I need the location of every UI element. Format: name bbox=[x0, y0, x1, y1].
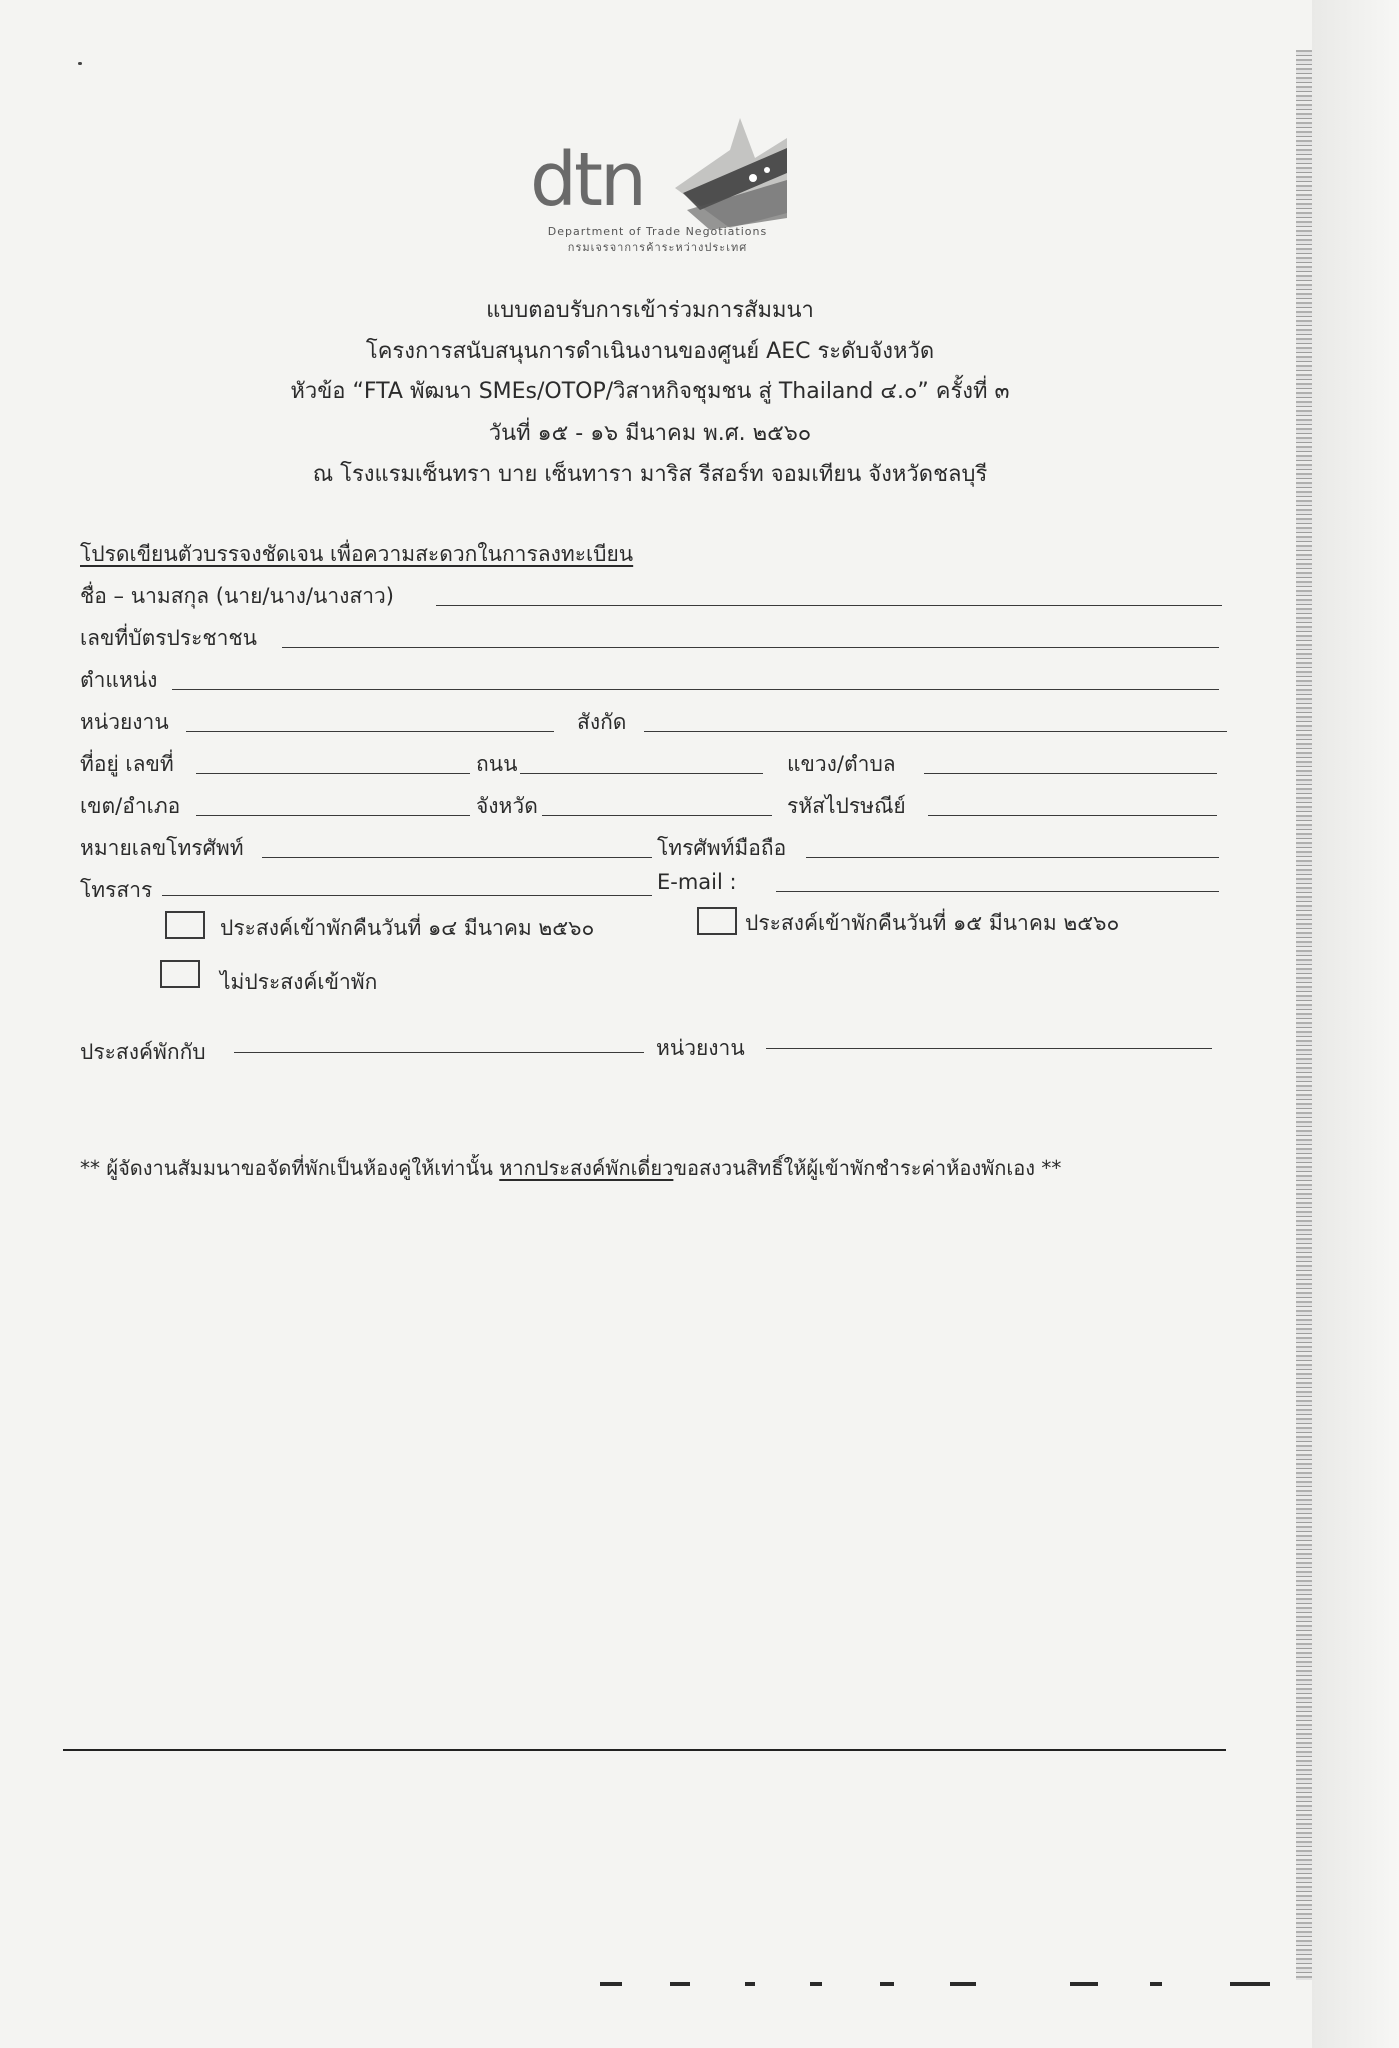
note-asterisks-open: ** bbox=[80, 1156, 100, 1180]
agency-field[interactable] bbox=[186, 731, 554, 732]
note-text-3: ขอสงวนสิทธิ์ให้ผู้เข้าพักชำระค่าห้องพักเอง bbox=[673, 1156, 1035, 1180]
cropped-mark bbox=[745, 1982, 755, 1986]
roommate-field[interactable] bbox=[234, 1052, 644, 1053]
stay-15-march-label: ประสงค์เข้าพักคืนวันที่ ๑๕ มีนาคม ๒๕๖๐ bbox=[745, 911, 1120, 935]
affiliation-field[interactable] bbox=[644, 731, 1227, 732]
scan-speck bbox=[78, 62, 82, 65]
stay-14-march-checkbox[interactable] bbox=[165, 911, 205, 939]
stay-14-march-label: ประสงค์เข้าพักคืนวันที่ ๑๔ มีนาคม ๒๕๖๐ bbox=[220, 916, 595, 940]
road-label: ถนน bbox=[476, 752, 518, 776]
roommate-agency-field[interactable] bbox=[766, 1048, 1212, 1049]
subdistrict-field[interactable] bbox=[924, 773, 1217, 774]
note-asterisks-close: ** bbox=[1041, 1156, 1062, 1180]
cropped-mark bbox=[670, 1982, 690, 1986]
cropped-mark bbox=[810, 1982, 822, 1986]
road-field[interactable] bbox=[520, 773, 763, 774]
position-field[interactable] bbox=[172, 689, 1219, 690]
phone-field[interactable] bbox=[262, 857, 652, 858]
postcode-label: รหัสไปรษณีย์ bbox=[787, 794, 906, 818]
roommate-agency-label: หน่วยงาน bbox=[656, 1036, 745, 1060]
accommodation-note bbox=[80, 1152, 1061, 1184]
province-field[interactable] bbox=[542, 815, 772, 816]
no-stay-checkbox[interactable] bbox=[160, 960, 200, 988]
address-label: ที่อยู่ เลขที่ bbox=[80, 752, 174, 776]
form-instruction: โปรดเขียนตัวบรรจงชัดเจน เพื่อความสะดวกในการลงทะเบียน bbox=[80, 542, 634, 566]
logo-caption-th: กรมเจรจาการค้าระหว่างประเทศ bbox=[567, 241, 748, 254]
subdistrict-label: แขวง/ตำบล bbox=[787, 752, 896, 776]
mobile-label: โทรศัพท์มือถือ bbox=[657, 836, 787, 860]
address-number-field[interactable] bbox=[196, 773, 470, 774]
name-label: ชื่อ – นามสกุล (นาย/นาง/นางสาว) bbox=[80, 584, 394, 608]
bottom-rule bbox=[63, 1749, 1226, 1751]
agency-label: หน่วยงาน bbox=[80, 710, 169, 734]
logo-caption bbox=[525, 224, 790, 256]
id-card-label: เลขที่บัตรประชาชน bbox=[80, 626, 258, 650]
cropped-mark bbox=[1150, 1982, 1162, 1986]
name-field[interactable] bbox=[436, 605, 1222, 606]
event-venue: ณ โรงแรมเซ็นทรา บาย เซ็นทารา มาริส รีสอร์ท จอมเทียน จังหวัดชลบุรี bbox=[312, 462, 988, 487]
email-field[interactable] bbox=[776, 891, 1219, 892]
logo-wordmark: dtn bbox=[530, 137, 644, 223]
district-label: เขต/อำเภอ bbox=[80, 794, 181, 818]
fax-field[interactable] bbox=[162, 895, 652, 896]
roommate-label: ประสงค์พักกับ bbox=[80, 1040, 206, 1064]
cropped-mark bbox=[1230, 1982, 1270, 1986]
phone-label: หมายเลขโทรศัพท์ bbox=[80, 836, 244, 860]
logo-caption-en: Department of Trade Negotiations bbox=[547, 225, 768, 238]
scan-shadow bbox=[1312, 0, 1399, 2048]
cropped-mark bbox=[600, 1982, 622, 1986]
cropped-mark bbox=[1070, 1982, 1098, 1986]
cropped-mark bbox=[880, 1982, 894, 1986]
event-date: วันที่ ๑๕ - ๑๖ มีนาคม พ.ศ. ๒๕๖๐ bbox=[488, 421, 812, 446]
position-label: ตำแหน่ง bbox=[80, 668, 158, 692]
id-card-field[interactable] bbox=[282, 647, 1219, 648]
note-text-1: ผู้จัดงานสัมมนาขอจัดที่พักเป็นห้องคู่ให้เท่านั้น bbox=[106, 1156, 493, 1180]
postcode-field[interactable] bbox=[928, 815, 1217, 816]
email-label: E-mail : bbox=[657, 870, 737, 894]
no-stay-label: ไม่ประสงค์เข้าพัก bbox=[220, 970, 378, 994]
topic-title: หัวข้อ “FTA พัฒนา SMEs/OTOP/วิสาหกิจชุมชน สู่ Thailand ๔.๐” ครั้งที่ ๓ bbox=[290, 379, 1010, 404]
province-label: จังหวัด bbox=[476, 794, 538, 818]
district-field[interactable] bbox=[196, 815, 470, 816]
mobile-field[interactable] bbox=[806, 857, 1219, 858]
project-title: โครงการสนับสนุนการดำเนินงานของศูนย์ AEC ระดับจังหวัด bbox=[365, 339, 935, 364]
affiliation-label: สังกัด bbox=[577, 710, 627, 734]
stay-15-march-checkbox[interactable] bbox=[697, 907, 737, 935]
fax-label: โทรสาร bbox=[80, 878, 153, 902]
form-title: แบบตอบรับการเข้าร่วมการสัมมนา bbox=[486, 298, 814, 323]
cropped-mark bbox=[950, 1982, 976, 1986]
note-text-2: หากประสงค์พักเดี่ยว bbox=[499, 1156, 674, 1180]
